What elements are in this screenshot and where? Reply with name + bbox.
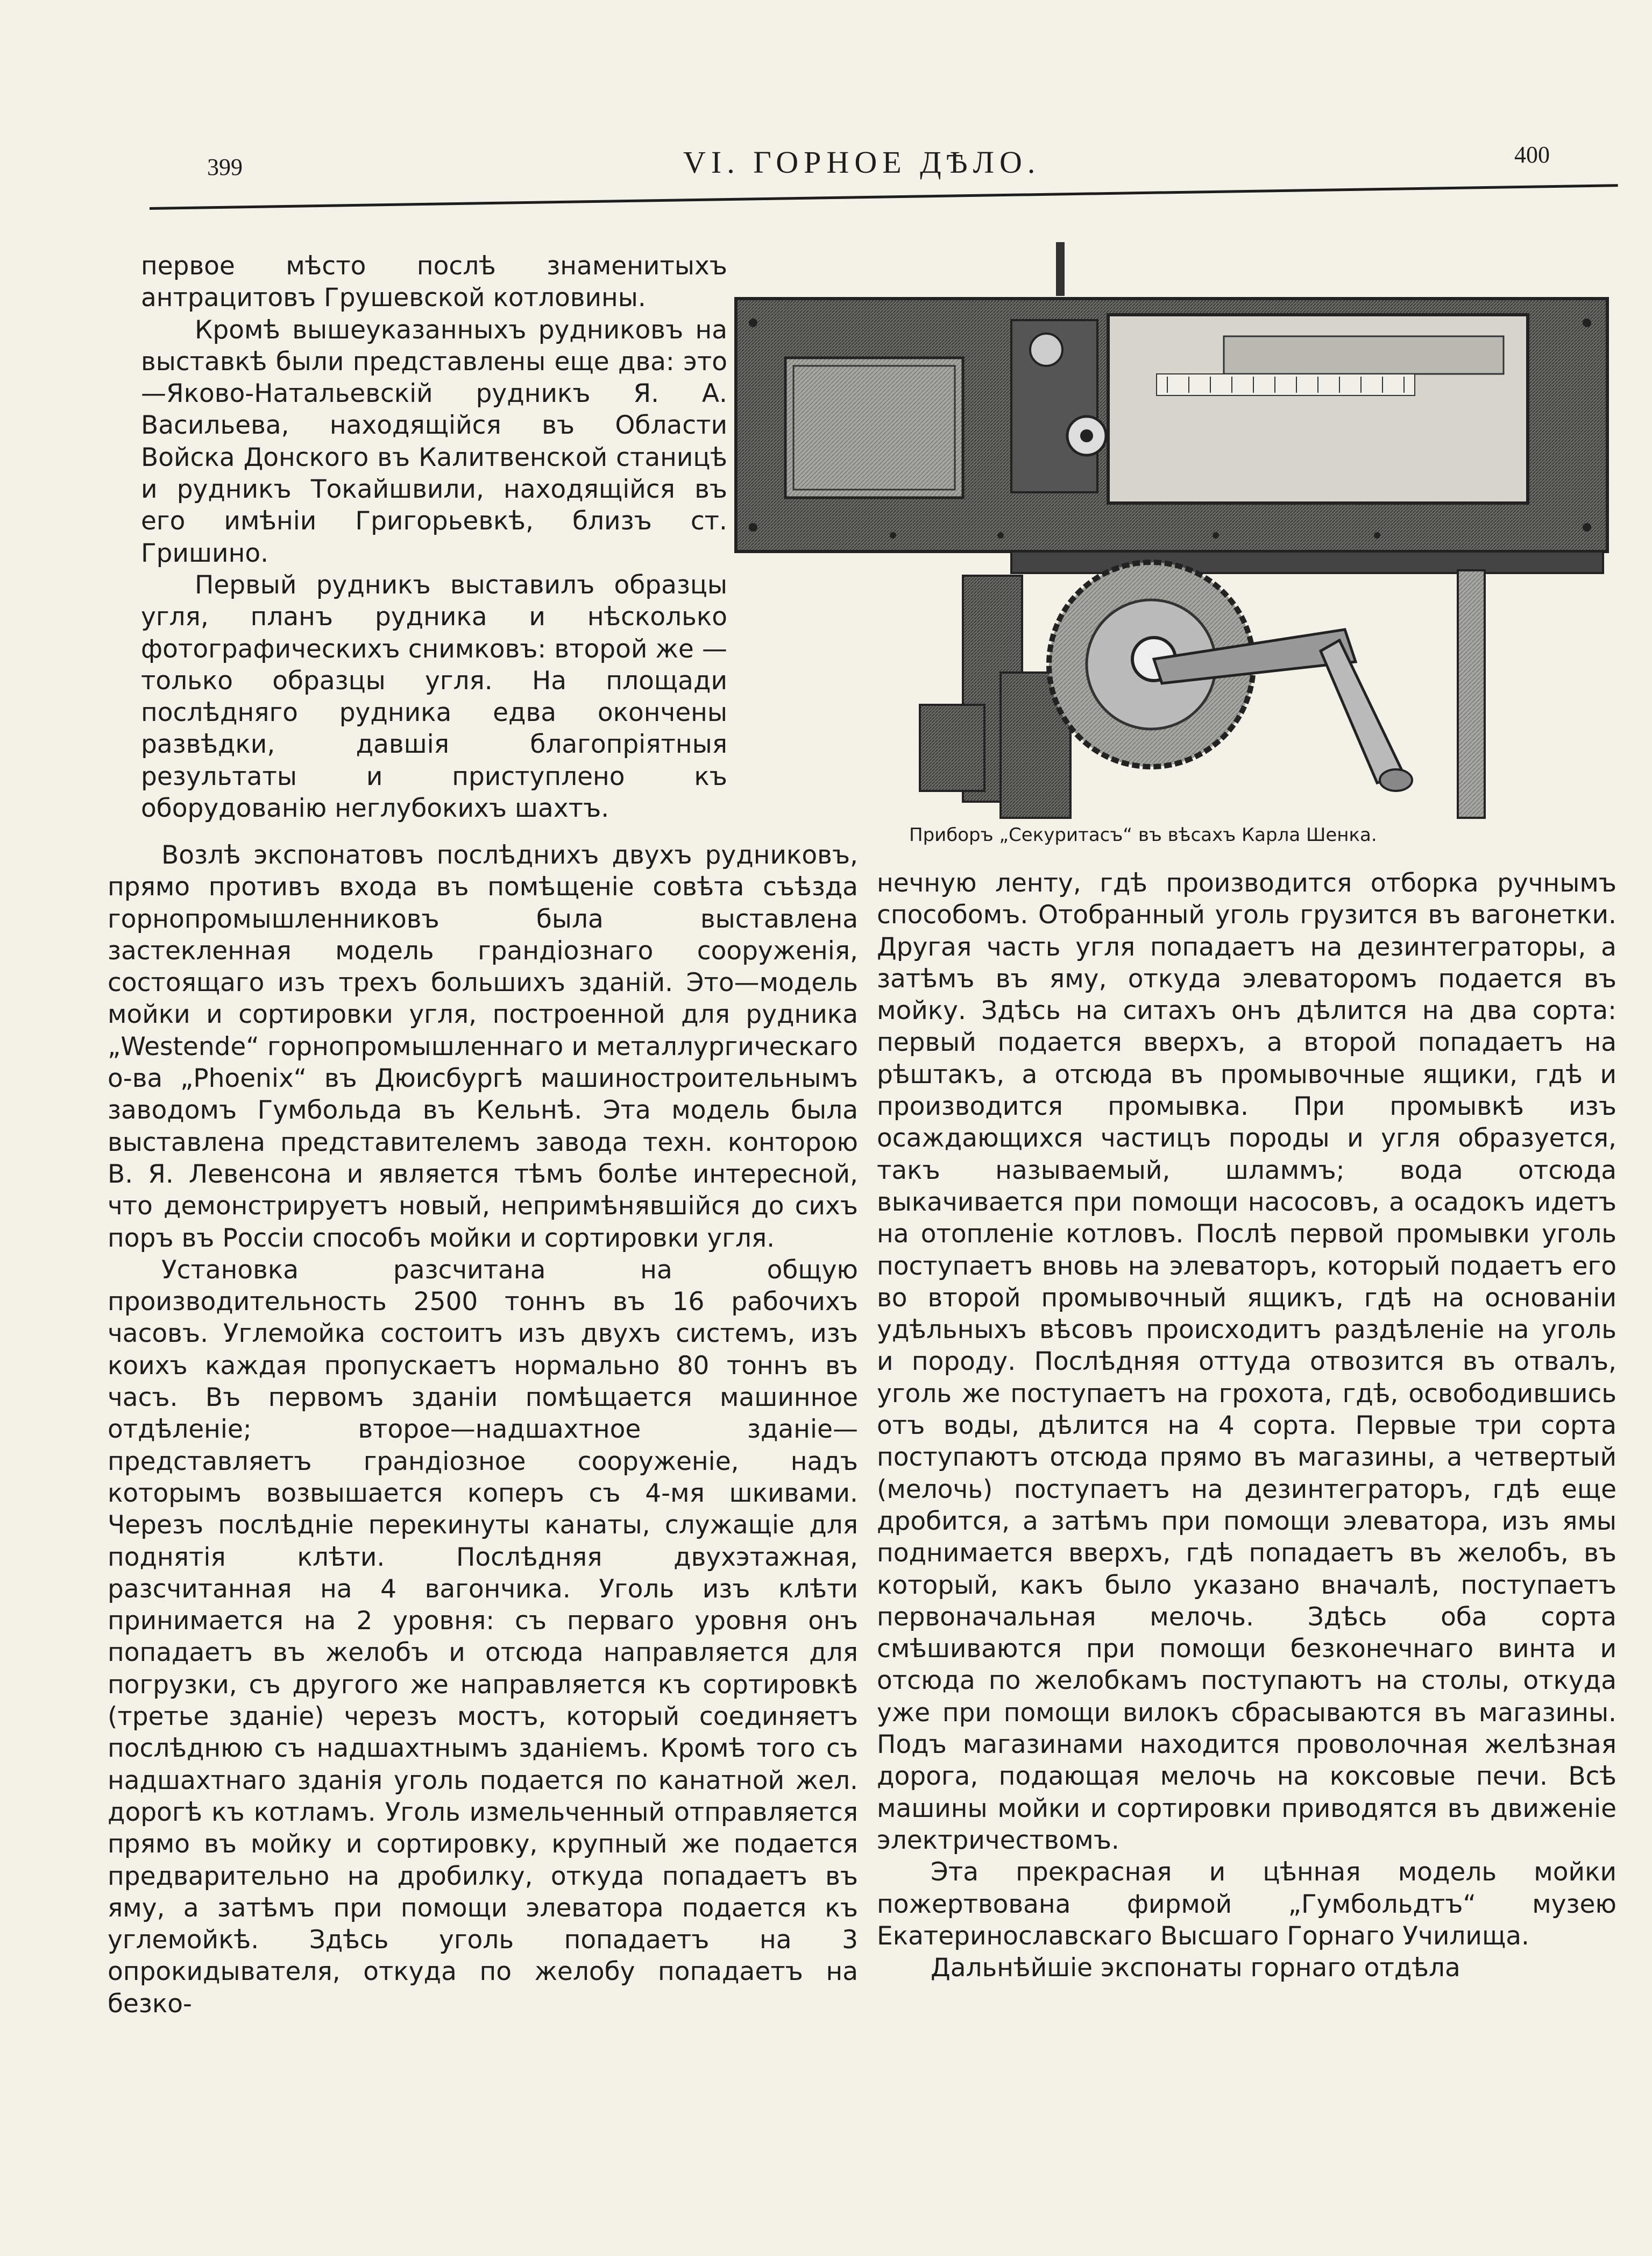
section-title: VI. ГОРНОЕ ДѢЛО.: [683, 145, 1041, 180]
page-number-left: 399: [207, 154, 243, 180]
paragraph: Кромѣ вышеуказанныхъ рудниковъ на выставкѣ были представлены еще два: это—Яково-Натальевскій рудникъ Я. А. Васильева, находящійся въ Области Войска Донского въ Калитвенской станицѣ и рудникъ Токайшвили, находящійся въ его имѣніи Григорьевкѣ, близъ ст. Гришино.: [141, 315, 727, 568]
header-rule: [150, 184, 1618, 210]
paragraph: Дальнѣйшіе экспонаты горнаго отдѣла: [931, 1953, 1460, 1983]
left-column-top: [141, 250, 727, 824]
machine-illustration: [732, 242, 1614, 823]
paragraph: Установка разсчитана на общую производительность 2500 тоннъ въ 16 рабочихъ часовъ. Углемойка состоитъ изъ двухъ системъ, изъ коихъ каждая пропускаетъ нормально 80 тоннъ въ часъ. Въ первомъ зданіи помѣщается машинное отдѣленіе; второе—надшахтное зданіе—представляетъ грандіозное сооруженіе, надъ которымъ возвышается коперъ съ 4-мя шкивами. Черезъ послѣдніе перекинуты канаты, служащіе для поднятія клѣти. Послѣдняя двухэтажная, разсчитанная на 4 вагончика. Уголь изъ клѣти принимается на 2 уровня: съ перваго уровня онъ попадаетъ въ желобъ и отсюда направляется для погрузки, съ другого же направляется къ сортировкѣ (третье зданіе) черезъ мостъ, который соединяетъ послѣднюю съ надшахтнымъ зданіемъ. Кромѣ того съ надшахтнаго зданія уголь подается по канатной жел. дорогѣ къ котламъ. Уголь измельченный отправляется прямо въ мойку и сортировку, крупный же подается предварительно на дробилку, откуда попадаетъ въ яму, а затѣмъ при помощи элеватора подается къ углемойкѣ. Здѣсь уголь попадаетъ на 3 опрокидывателя, откуда по желобу попадаетъ на безко-: [108, 1255, 858, 2019]
page-number-right: 400: [1514, 142, 1550, 168]
right-column: [877, 867, 1616, 1984]
paragraph: Первый рудникъ выставилъ образцы угля, планъ рудника и нѣсколько фотографическихъ снимковъ: второй же —только образцы угля. На площади послѣдняго рудника едва окончены развѣдки, давшія благопріятныя результаты и приступлено къ оборудованію неглубокихъ шахтъ.: [141, 570, 727, 824]
paragraph: первое мѣсто послѣ знаменитыхъ антрацитовъ Грушевской котловины.: [141, 251, 727, 313]
paragraph: Возлѣ экспонатовъ послѣднихъ двухъ рудниковъ, прямо противъ входа въ помѣщеніе совѣта съѣзда горнопромышленниковъ была выставлена застекленная модель грандіознаго сооруженія, состоящаго изъ трехъ большихъ зданій. Это—модель мойки и сортировки угля, построенной для рудника „Westende“ горнопромышленнаго и металлургическаго о-ва „Phoenix“ въ Дюисбургѣ машиностроительнымъ заводомъ Гумбольда въ Кельнѣ. Эта модель была выставлена представителемъ завода техн. конторою В. Я. Левенсона и является тѣмъ болѣе интересной, что демонстрируетъ новый, непримѣнявшійся до сихъ поръ въ Россіи способъ мойки и сортировки угля.: [108, 840, 858, 1253]
paragraph: нечную ленту, гдѣ производится отборка ручнымъ способомъ. Отобранный уголь грузится въ вагонетки. Другая часть угля попадаетъ на дезинтеграторы, а затѣмъ въ яму, откуда элеваторомъ подается въ мойку. Здѣсь на ситахъ онъ дѣлится на два сорта: первый подается вверхъ, а второй попадаетъ на рѣштакъ, а отсюда въ промывочные ящики, гдѣ и производится промывка. При промывкѣ изъ осаждающихся частицъ породы и угля образуется, такъ называемый, шламмъ; вода отсюда выкачивается при помощи насосовъ, а осадокъ идетъ на отопленіе котловъ. Послѣ первой промывки уголь поступаетъ вновь на элеваторъ, который подаетъ его во второй промывочный ящикъ, гдѣ на основаніи удѣльныхъ вѣсовъ происходитъ раздѣленіе на уголь и породу. Послѣдняя оттуда отвозится въ отвалъ, уголь же поступаетъ на грохота, гдѣ, освободившись отъ воды, дѣлится на 4 сорта. Первые три сорта поступаютъ отсюда прямо въ магазины, а четвертый (мелочь) поступаетъ на дезинтеграторъ, гдѣ еще дробится, а затѣмъ при помощи элеватора, изъ ямы поднимается вверхъ, гдѣ попадаетъ въ желобъ, въ который, какъ было указано вначалѣ, поступаетъ первоначальная мелочь. Здѣсь оба сорта смѣшиваются при помощи безконечнаго винта и отсюда по желобкамъ поступаютъ на столы, откуда уже при помощи вилокъ сбрасываются въ магазины. Подъ магазинами находится проволочная желѣзная дорога, подающая мелочь на коксовые печи. Всѣ машины мойки и сортировки приводятся въ движеніе электричествомъ.: [877, 868, 1616, 1855]
figure-caption: Приборъ „Секуритасъ“ въ вѣсахъ Карла Шенка.: [909, 824, 1377, 846]
paragraph: Эта прекрасная и цѣнная модель мойки пожертвована фирмой „Гумбольдтъ“ музею Екатеринославскаго Высшаго Горнаго Училища.: [877, 1857, 1616, 1951]
left-column: [108, 839, 858, 2020]
